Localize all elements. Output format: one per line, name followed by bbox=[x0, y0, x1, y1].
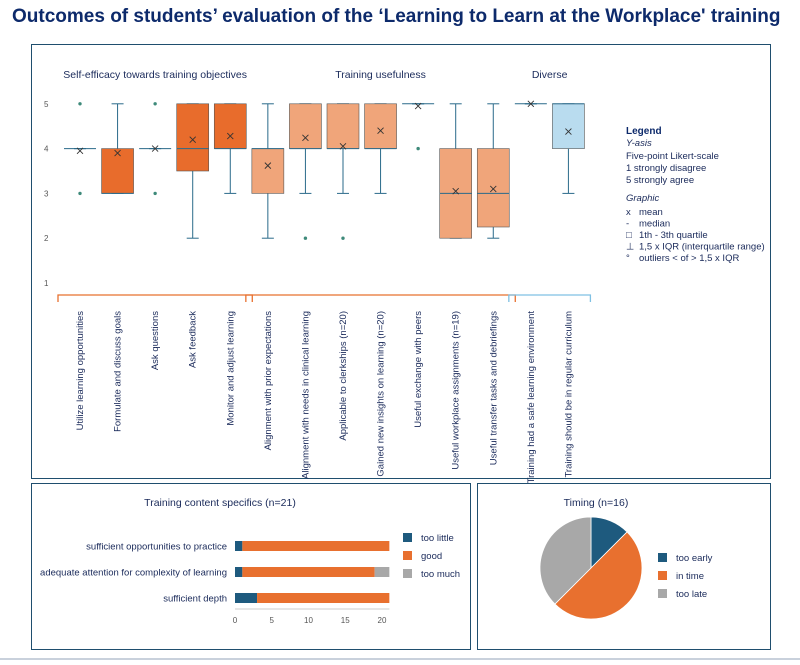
bar-segment bbox=[235, 593, 257, 603]
category-label: Applicable to clerkships (n=20) bbox=[337, 311, 349, 441]
y-tick-label: 5 bbox=[44, 99, 49, 109]
page-title: Outcomes of students’ evaluation of the ‘Learning to Learn at the Workplace' training bbox=[12, 6, 781, 27]
legend-item-label: median bbox=[639, 218, 671, 230]
legend-yaxis-title: Y-asis bbox=[626, 138, 652, 149]
outlier-point bbox=[341, 237, 344, 240]
category-label: Alignment with prior expectations bbox=[262, 311, 274, 451]
divider bbox=[0, 658, 800, 660]
category-label: Useful workplace assignments (n=19) bbox=[450, 311, 462, 470]
x-tick-label: 0 bbox=[232, 616, 238, 625]
group-title: Diverse bbox=[531, 69, 568, 81]
legend-symbol: ⊥ bbox=[626, 241, 635, 253]
category-label: Training had a safe learning environment bbox=[525, 311, 537, 484]
legend-swatch bbox=[658, 571, 667, 580]
y-tick-label: 3 bbox=[44, 189, 49, 199]
bar-chart bbox=[32, 484, 472, 651]
legend-item-label: 1,5 x IQR (interquartile range) bbox=[639, 241, 765, 253]
legend-label: good bbox=[421, 551, 443, 562]
bar-category-label: sufficient depth bbox=[163, 593, 227, 605]
legend-graphic-title: Graphic bbox=[626, 193, 660, 204]
category-label: Ask feedback bbox=[187, 311, 199, 369]
legend-label: too little bbox=[421, 533, 454, 544]
legend-yaxis-line: 5 strongly agree bbox=[626, 175, 695, 186]
box-iqr bbox=[327, 104, 359, 149]
pie-chart bbox=[478, 484, 772, 651]
box-iqr bbox=[552, 104, 584, 149]
legend-swatch bbox=[403, 551, 412, 560]
category-label: Monitor and adjust learning bbox=[225, 311, 237, 426]
outlier-point bbox=[78, 102, 81, 105]
legend-label: too late bbox=[676, 589, 708, 600]
group-bracket bbox=[246, 295, 515, 302]
outlier-point bbox=[153, 192, 156, 195]
box-iqr bbox=[477, 149, 509, 227]
legend-swatch bbox=[658, 589, 667, 598]
category-label: Ask questions bbox=[150, 311, 162, 371]
y-tick-label: 4 bbox=[44, 144, 49, 154]
legend-item-label: outliers < of > 1,5 x IQR bbox=[639, 253, 740, 264]
x-tick-label: 20 bbox=[377, 616, 387, 625]
legend-symbol: - bbox=[626, 218, 630, 230]
legend-yaxis-line: 1 strongly disagree bbox=[626, 163, 707, 174]
group-bracket bbox=[58, 295, 252, 302]
x-tick-label: 10 bbox=[304, 616, 313, 625]
boxplot-chart bbox=[32, 45, 772, 484]
legend-label: too early bbox=[676, 553, 713, 564]
y-tick-label: 1 bbox=[44, 279, 49, 288]
pie-panel bbox=[477, 483, 771, 650]
group-bracket bbox=[509, 295, 591, 302]
x-tick-label: 5 bbox=[269, 616, 274, 625]
bar-segment bbox=[235, 541, 242, 551]
legend-yaxis-line: Five-point Likert-scale bbox=[626, 151, 719, 162]
legend-symbol: x bbox=[626, 207, 631, 218]
bar-panel bbox=[31, 483, 471, 650]
legend-label: too much bbox=[421, 569, 461, 580]
category-label: Useful exchange with peers bbox=[413, 311, 425, 428]
x-tick-label: 15 bbox=[340, 616, 350, 625]
legend-title: Legend bbox=[626, 126, 662, 137]
category-label: Useful transfer tasks and debriefings bbox=[488, 311, 500, 466]
category-label: Formulate and discuss goals bbox=[112, 311, 124, 432]
outlier-point bbox=[304, 237, 307, 240]
legend-symbol: □ bbox=[626, 230, 632, 241]
legend-swatch bbox=[403, 569, 412, 578]
box-iqr bbox=[289, 104, 321, 149]
y-tick-label: 2 bbox=[44, 234, 49, 244]
legend-label: in time bbox=[676, 571, 704, 582]
outlier-point bbox=[78, 192, 81, 195]
box-iqr bbox=[177, 104, 209, 171]
category-label: Alignment with needs in clinical learning bbox=[300, 311, 312, 479]
box-iqr bbox=[214, 104, 246, 149]
box-iqr bbox=[365, 104, 397, 149]
legend-symbol: ° bbox=[626, 253, 630, 264]
bar-segment bbox=[375, 567, 390, 577]
category-label: Training should be in regular curriculum bbox=[563, 311, 575, 478]
bar-segment bbox=[242, 567, 374, 577]
box-iqr bbox=[102, 149, 134, 194]
legend-item-label: mean bbox=[639, 207, 663, 218]
group-title: Training usefulness bbox=[335, 69, 426, 81]
bar-category-label: sufficient opportunities to practice bbox=[86, 541, 227, 553]
pie-chart-title: Timing (n=16) bbox=[563, 497, 629, 509]
bar-segment bbox=[235, 567, 242, 577]
box-iqr bbox=[252, 149, 284, 194]
boxplot-panel bbox=[31, 44, 771, 484]
bar-segment bbox=[257, 593, 389, 603]
group-title: Self-efficacy towards training objectives bbox=[63, 69, 247, 81]
legend-item-label: 1th - 3th quartile bbox=[639, 230, 708, 241]
legend-swatch bbox=[403, 533, 412, 542]
bar-category-label: adequate attention for complexity of learning bbox=[40, 567, 227, 579]
category-label: Utilize learning opportunities bbox=[75, 311, 86, 431]
outlier-point bbox=[153, 102, 156, 105]
legend-swatch bbox=[658, 553, 667, 562]
bar-chart-title: Training content specifics (n=21) bbox=[144, 497, 296, 509]
category-label: Gained new insights on learning (n=20) bbox=[375, 311, 387, 477]
outlier-point bbox=[416, 147, 419, 150]
bar-segment bbox=[242, 541, 389, 551]
